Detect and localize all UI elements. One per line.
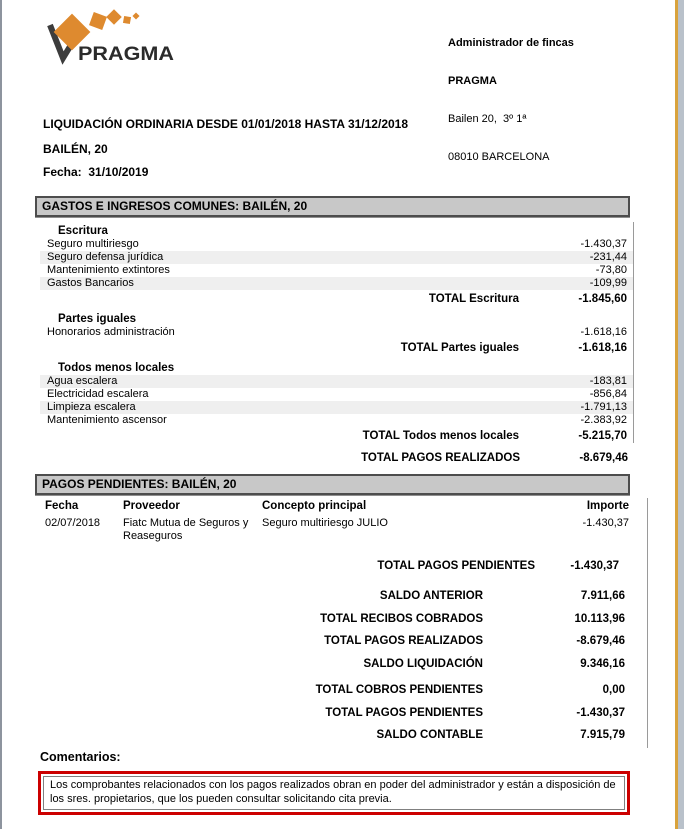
pendientes-table (40, 498, 648, 748)
expense-value: -856,84 (589, 388, 627, 400)
expense-label: Seguro defensa jurídica (47, 251, 164, 263)
total-pagos-pendientes-label: TOTAL PAGOS PENDIENTES (377, 560, 535, 572)
pendientes-row (40, 517, 647, 542)
summary-row (40, 635, 647, 648)
sender-line: PRAGMA (448, 74, 497, 87)
expense-value: -231,44 (589, 251, 627, 263)
expense-label: Mantenimiento extintores (47, 264, 170, 276)
expense-row (40, 375, 633, 388)
group-total-label: TOTAL Partes iguales (400, 342, 519, 354)
expense-value: -1.791,13 (580, 401, 627, 413)
cell-fecha: 02/07/2018 (45, 517, 101, 529)
summary-row (40, 590, 647, 603)
summary-label: TOTAL RECIBOS COBRADOS (320, 612, 483, 625)
total-pagos-realizados-value: -8.679,46 (579, 452, 628, 464)
expense-value: -73,80 (595, 264, 627, 276)
group-total-label: TOTAL Todos menos locales (362, 430, 519, 442)
summary-value: 9.346,16 (580, 657, 625, 670)
expense-value: -2.383,92 (580, 414, 627, 426)
summary-value: -1.430,37 (576, 706, 625, 719)
summary-row (40, 729, 647, 742)
summary-row (40, 613, 647, 626)
column-header-importe: Importe (586, 500, 629, 512)
page-right-edge-gray (678, 0, 684, 829)
summary-block-liquidacion (40, 590, 647, 680)
pragma-logo (42, 8, 182, 68)
sender-line: Administrador de fincas (448, 37, 574, 50)
summary-value: 0,00 (602, 684, 625, 696)
summary-row (40, 707, 647, 720)
expense-value: -1.430,37 (580, 238, 627, 250)
group-total-row (40, 292, 633, 306)
expense-value: -109,99 (589, 277, 627, 289)
summary-value: 10.113,96 (574, 612, 625, 625)
summary-row (40, 658, 647, 671)
expense-label: Limpieza escalera (47, 401, 136, 413)
expense-row (40, 251, 633, 264)
expense-row (40, 277, 633, 290)
expense-group-escritura (40, 224, 633, 306)
summary-row (40, 684, 647, 697)
cell-proveedor: Fiatc Mutua de Seguros y Reaseguros (123, 517, 249, 542)
expense-label: Gastos Bancarios (47, 277, 134, 289)
total-pagos-pendientes-row (40, 560, 647, 572)
document-title: LIQUIDACIÓN ORDINARIA DESDE 01/01/2018 HASTA 31/12/2018 (43, 117, 409, 131)
cell-importe: -1.430,37 (582, 517, 629, 529)
column-header-concepto: Concepto principal (262, 500, 367, 512)
expense-row (40, 264, 633, 277)
group-heading: Escritura (58, 225, 108, 237)
summary-label: TOTAL PAGOS REALIZADOS (324, 635, 483, 647)
comments-heading: Comentarios: (40, 750, 121, 764)
expense-label: Honorarios administración (47, 326, 175, 338)
expense-label: Agua escalera (47, 375, 118, 387)
group-total-row (40, 341, 633, 355)
cell-concepto: Seguro multiriesgo JULIO (262, 517, 388, 529)
comment-text: Los comprobantes relacionados con los pagos realizados obran en poder del administrador y están a disposición de los sres. propietarios, que los pueden consultar solicitando cita previa. (43, 776, 625, 810)
page-left-edge (0, 0, 2, 829)
expense-group-partes-iguales (40, 312, 633, 355)
expense-value: -1.618,16 (580, 326, 627, 338)
expense-label: Seguro multiriesgo (47, 238, 139, 250)
sender-line: Bailen 20, 3º 1ª (448, 112, 527, 125)
total-pagos-pendientes-value: -1.430,37 (570, 560, 619, 572)
group-heading: Partes iguales (58, 313, 136, 325)
summary-label: SALDO ANTERIOR (379, 590, 483, 602)
expense-value: -183,81 (589, 375, 627, 387)
total-pagos-realizados-row (40, 452, 634, 464)
property-title: BAILÉN, 20 (43, 142, 108, 156)
document-date: Fecha: 31/10/2019 (43, 165, 149, 179)
expense-row (40, 414, 633, 427)
expense-label: Electricidad escalera (47, 388, 149, 400)
sender-address-block (448, 12, 574, 188)
comment-box (38, 771, 630, 815)
summary-block-pendientes (40, 684, 647, 752)
group-total-value: -5.215,70 (578, 430, 627, 442)
expense-row (40, 388, 633, 401)
column-header-fecha: Fecha (45, 500, 79, 512)
summary-value: -8.679,46 (576, 635, 625, 647)
total-pagos-realizados-label: TOTAL PAGOS REALIZADOS (361, 452, 520, 464)
logo-wordmark: PRAGMA (78, 44, 175, 65)
group-total-value: -1.618,16 (578, 342, 627, 354)
summary-label: TOTAL PAGOS PENDIENTES (325, 706, 483, 719)
summary-label: TOTAL COBROS PENDIENTES (315, 684, 483, 696)
summary-value: 7.911,66 (580, 590, 625, 602)
summary-value: 7.915,79 (580, 729, 625, 741)
expense-row (40, 401, 633, 414)
pendientes-column-headers (40, 500, 647, 512)
summary-label: SALDO CONTABLE (376, 729, 483, 741)
expense-row (40, 326, 633, 339)
expense-group-todos-menos-locales (40, 361, 633, 443)
sender-line: 08010 BARCELONA (448, 150, 550, 163)
group-total-row (40, 429, 633, 443)
expense-row (40, 238, 633, 251)
gastos-table (40, 222, 634, 443)
pendientes-section-header: PAGOS PENDIENTES: BAILÉN, 20 (35, 474, 630, 495)
gastos-section-header: GASTOS E INGRESOS COMUNES: BAILÉN, 20 (35, 196, 630, 217)
group-total-value: -1.845,60 (578, 293, 627, 305)
group-heading: Todos menos locales (58, 362, 175, 374)
summary-label: SALDO LIQUIDACIÓN (363, 657, 483, 670)
expense-label: Mantenimiento ascensor (47, 414, 167, 426)
group-total-label: TOTAL Escritura (428, 293, 519, 305)
column-header-proveedor: Proveedor (123, 500, 180, 512)
